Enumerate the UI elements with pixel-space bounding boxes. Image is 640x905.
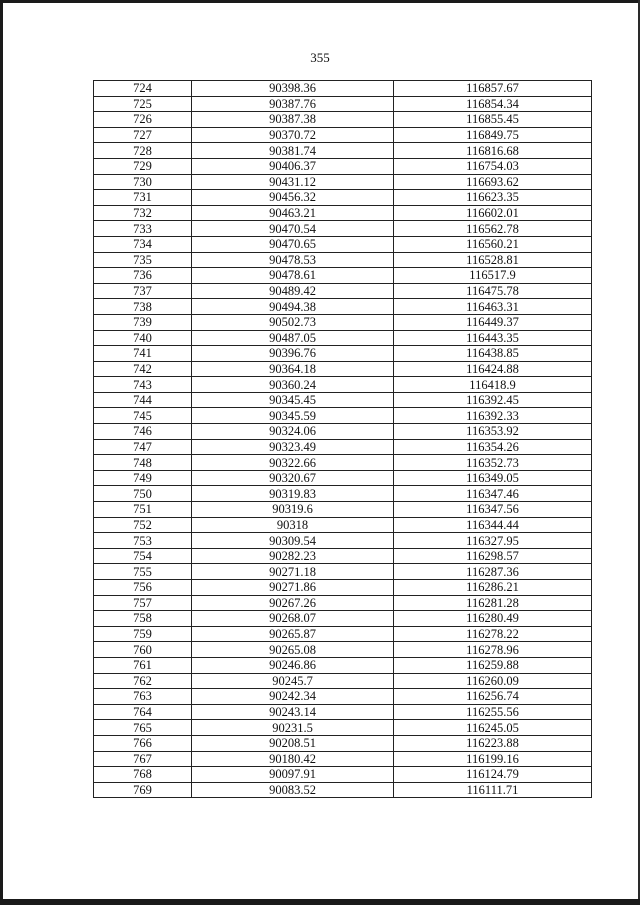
table-row [94,767,592,783]
point-number-cell: 767 [94,751,192,767]
y-coordinate-cell: 116327.95 [394,533,592,549]
table-row [94,439,592,455]
point-number-cell: 769 [94,782,192,798]
x-coordinate-cell: 90268.07 [192,611,394,627]
x-coordinate-cell: 90322.66 [192,455,394,471]
x-coordinate-cell: 90245.7 [192,673,394,689]
point-number-cell: 762 [94,673,192,689]
y-coordinate-cell: 116816.68 [394,143,592,159]
y-coordinate-cell: 116245.05 [394,720,592,736]
y-coordinate-cell: 116562.78 [394,221,592,237]
x-coordinate-cell: 90470.54 [192,221,394,237]
coordinate-table-body [94,81,592,798]
point-number-cell: 765 [94,720,192,736]
point-number-cell: 729 [94,158,192,174]
x-coordinate-cell: 90387.38 [192,112,394,128]
table-row [94,657,592,673]
x-coordinate-cell: 90271.18 [192,564,394,580]
point-number-cell: 743 [94,377,192,393]
y-coordinate-cell: 116347.46 [394,486,592,502]
y-coordinate-cell: 116255.56 [394,704,592,720]
table-row [94,626,592,642]
y-coordinate-cell: 116475.78 [394,283,592,299]
x-coordinate-cell: 90360.24 [192,377,394,393]
x-coordinate-cell: 90323.49 [192,439,394,455]
y-coordinate-cell: 116260.09 [394,673,592,689]
point-number-cell: 738 [94,299,192,315]
point-number-cell: 733 [94,221,192,237]
table-row [94,642,592,658]
table-row [94,782,592,798]
scan-edge-left [0,0,3,905]
table-row [94,735,592,751]
y-coordinate-cell: 116286.21 [394,580,592,596]
table-row [94,548,592,564]
y-coordinate-cell: 116854.34 [394,96,592,112]
x-coordinate-cell: 90463.21 [192,205,394,221]
x-coordinate-cell: 90282.23 [192,548,394,564]
x-coordinate-cell: 90083.52 [192,782,394,798]
table-row [94,361,592,377]
y-coordinate-cell: 116623.35 [394,190,592,206]
y-coordinate-cell: 116857.67 [394,81,592,97]
x-coordinate-cell: 90180.42 [192,751,394,767]
y-coordinate-cell: 116443.35 [394,330,592,346]
x-coordinate-cell: 90318 [192,517,394,533]
table-row [94,455,592,471]
table-row [94,330,592,346]
table-row [94,502,592,518]
y-coordinate-cell: 116349.05 [394,470,592,486]
point-number-cell: 732 [94,205,192,221]
y-coordinate-cell: 116560.21 [394,236,592,252]
y-coordinate-cell: 116287.36 [394,564,592,580]
y-coordinate-cell: 116281.28 [394,595,592,611]
y-coordinate-cell: 116392.45 [394,392,592,408]
point-number-cell: 766 [94,735,192,751]
x-coordinate-cell: 90345.59 [192,408,394,424]
point-number-cell: 754 [94,548,192,564]
y-coordinate-cell: 116517.9 [394,268,592,284]
x-coordinate-cell: 90267.26 [192,595,394,611]
y-coordinate-cell: 116199.16 [394,751,592,767]
table-row [94,283,592,299]
x-coordinate-cell: 90097.91 [192,767,394,783]
table-row [94,533,592,549]
x-coordinate-cell: 90309.54 [192,533,394,549]
point-number-cell: 731 [94,190,192,206]
table-row [94,392,592,408]
x-coordinate-cell: 90387.76 [192,96,394,112]
y-coordinate-cell: 116463.31 [394,299,592,315]
x-coordinate-cell: 90478.61 [192,268,394,284]
point-number-cell: 748 [94,455,192,471]
y-coordinate-cell: 116418.9 [394,377,592,393]
point-number-cell: 747 [94,439,192,455]
y-coordinate-cell: 116256.74 [394,689,592,705]
y-coordinate-cell: 116278.22 [394,626,592,642]
table-row [94,346,592,362]
x-coordinate-cell: 90265.87 [192,626,394,642]
coordinate-table [93,80,592,798]
point-number-cell: 759 [94,626,192,642]
x-coordinate-cell: 90242.34 [192,689,394,705]
table-row [94,704,592,720]
point-number-cell: 746 [94,424,192,440]
point-number-cell: 736 [94,268,192,284]
y-coordinate-cell: 116298.57 [394,548,592,564]
y-coordinate-cell: 116602.01 [394,205,592,221]
y-coordinate-cell: 116392.33 [394,408,592,424]
scan-edge-bottom [0,899,640,905]
point-number-cell: 749 [94,470,192,486]
x-coordinate-cell: 90406.37 [192,158,394,174]
y-coordinate-cell: 116354.26 [394,439,592,455]
table-row [94,81,592,97]
point-number-cell: 768 [94,767,192,783]
point-number-cell: 757 [94,595,192,611]
table-row [94,268,592,284]
table-row [94,673,592,689]
table-row [94,299,592,315]
point-number-cell: 728 [94,143,192,159]
table-row [94,112,592,128]
y-coordinate-cell: 116344.44 [394,517,592,533]
point-number-cell: 726 [94,112,192,128]
y-coordinate-cell: 116259.88 [394,657,592,673]
table-row [94,236,592,252]
point-number-cell: 751 [94,502,192,518]
point-number-cell: 730 [94,174,192,190]
x-coordinate-cell: 90431.12 [192,174,394,190]
y-coordinate-cell: 116693.62 [394,174,592,190]
x-coordinate-cell: 90271.86 [192,580,394,596]
x-coordinate-cell: 90478.53 [192,252,394,268]
y-coordinate-cell: 116855.45 [394,112,592,128]
table-row [94,486,592,502]
x-coordinate-cell: 90396.76 [192,346,394,362]
table-row [94,158,592,174]
point-number-cell: 752 [94,517,192,533]
x-coordinate-cell: 90489.42 [192,283,394,299]
x-coordinate-cell: 90265.08 [192,642,394,658]
x-coordinate-cell: 90319.6 [192,502,394,518]
table-row [94,595,592,611]
table-row [94,470,592,486]
point-number-cell: 741 [94,346,192,362]
point-number-cell: 761 [94,657,192,673]
table-row [94,424,592,440]
table-row [94,190,592,206]
x-coordinate-cell: 90319.83 [192,486,394,502]
table-row [94,127,592,143]
table-row [94,143,592,159]
table-row [94,689,592,705]
table-row [94,720,592,736]
point-number-cell: 737 [94,283,192,299]
table-row [94,564,592,580]
point-number-cell: 764 [94,704,192,720]
y-coordinate-cell: 116223.88 [394,735,592,751]
page-number: 355 [310,50,330,65]
y-coordinate-cell: 116353.92 [394,424,592,440]
x-coordinate-cell: 90502.73 [192,314,394,330]
point-number-cell: 758 [94,611,192,627]
x-coordinate-cell: 90208.51 [192,735,394,751]
table-row [94,96,592,112]
point-number-cell: 750 [94,486,192,502]
x-coordinate-cell: 90345.45 [192,392,394,408]
table-row [94,517,592,533]
y-coordinate-cell: 116528.81 [394,252,592,268]
point-number-cell: 744 [94,392,192,408]
y-coordinate-cell: 116754.03 [394,158,592,174]
table-row [94,174,592,190]
x-coordinate-cell: 90494.38 [192,299,394,315]
y-coordinate-cell: 116280.49 [394,611,592,627]
point-number-cell: 727 [94,127,192,143]
y-coordinate-cell: 116424.88 [394,361,592,377]
y-coordinate-cell: 116449.37 [394,314,592,330]
x-coordinate-cell: 90487.05 [192,330,394,346]
y-coordinate-cell: 116438.85 [394,346,592,362]
x-coordinate-cell: 90320.67 [192,470,394,486]
x-coordinate-cell: 90381.74 [192,143,394,159]
x-coordinate-cell: 90470.65 [192,236,394,252]
y-coordinate-cell: 116278.96 [394,642,592,658]
point-number-cell: 760 [94,642,192,658]
point-number-cell: 756 [94,580,192,596]
x-coordinate-cell: 90364.18 [192,361,394,377]
point-number-cell: 742 [94,361,192,377]
table-row [94,377,592,393]
table-row [94,252,592,268]
point-number-cell: 724 [94,81,192,97]
table-row [94,221,592,237]
x-coordinate-cell: 90398.36 [192,81,394,97]
table-row [94,205,592,221]
y-coordinate-cell: 116352.73 [394,455,592,471]
point-number-cell: 745 [94,408,192,424]
x-coordinate-cell: 90324.06 [192,424,394,440]
table-row [94,408,592,424]
point-number-cell: 725 [94,96,192,112]
scan-edge-top [0,0,640,3]
point-number-cell: 763 [94,689,192,705]
table-row [94,751,592,767]
table-row [94,314,592,330]
point-number-cell: 734 [94,236,192,252]
point-number-cell: 740 [94,330,192,346]
point-number-cell: 753 [94,533,192,549]
x-coordinate-cell: 90231.5 [192,720,394,736]
point-number-cell: 739 [94,314,192,330]
table-row [94,611,592,627]
point-number-cell: 755 [94,564,192,580]
y-coordinate-cell: 116849.75 [394,127,592,143]
table-row [94,580,592,596]
x-coordinate-cell: 90456.32 [192,190,394,206]
x-coordinate-cell: 90246.86 [192,657,394,673]
x-coordinate-cell: 90243.14 [192,704,394,720]
x-coordinate-cell: 90370.72 [192,127,394,143]
point-number-cell: 735 [94,252,192,268]
y-coordinate-cell: 116347.56 [394,502,592,518]
y-coordinate-cell: 116124.79 [394,767,592,783]
y-coordinate-cell: 116111.71 [394,782,592,798]
